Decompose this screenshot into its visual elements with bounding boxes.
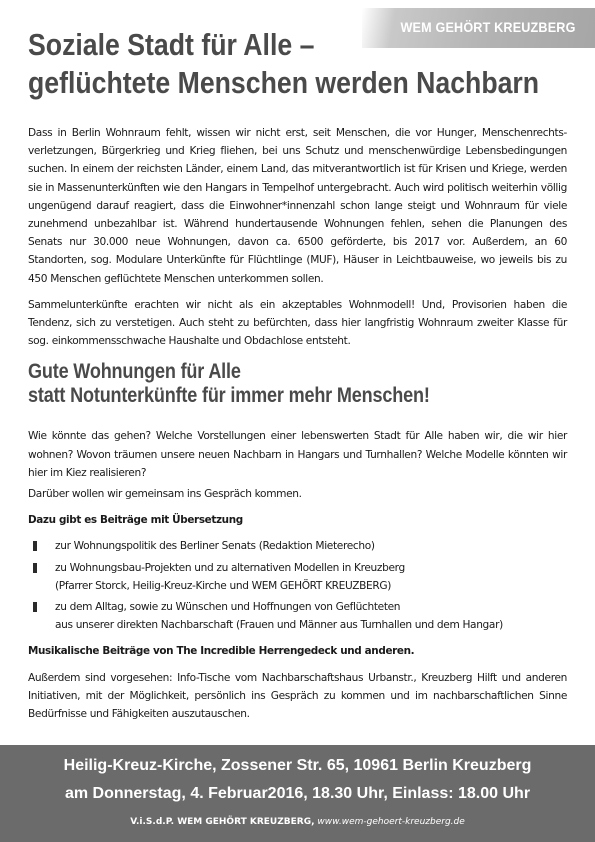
contribution-detail: (Pfarrer Storck, Heilig-Kreuz-Kirche und WEM GEHÖRT KREUZBERG) <box>55 579 392 592</box>
shelter-paragraph: Sammelunterkünfte erachten wir nicht als ein akzeptables Wohnmodell! Und, Provisorien haben die Tendenz, sich zu verstetigen. Auch steht zu befürchten, dass hier langfristig Wohnraum zweiter Klasse für sog. einkommensschwache Haushalte und Obdachlose entsteht. <box>28 298 567 348</box>
questions-paragraph: Wie könnte das gehen? Welche Vorstellungen einer lebenswerten Stadt für Alle haben wir, die wir hier wohnen? Wovon träumen unsere neuen Nachbarn in Hangars und Turnhallen? Welche Modelle könnten wir hier im Kiez realisieren? <box>28 430 567 479</box>
invitation-line: Darüber wollen wir gemeinsam ins Gespräch kommen. <box>28 488 302 501</box>
subheadline <box>28 360 570 408</box>
headline-line-2: geflüchtete Menschen werden Nachbarn <box>28 65 540 100</box>
event-footer <box>0 745 595 842</box>
contribution-line: zu dem Alltag, sowie zu Wünschen und Hoffnungen von Geflüchteten <box>55 601 401 614</box>
subheadline-line-2: statt Notunterkünfte für immer mehr Menschen! <box>28 384 430 408</box>
bullet-marker <box>33 541 37 551</box>
bullet-marker <box>33 602 37 612</box>
main-content <box>28 124 567 731</box>
contributions-heading: Dazu gibt es Beiträge mit Übersetzung <box>28 514 243 527</box>
venue-line: Heilig-Kreuz-Kirche, Zossener Str. 65, 10961 Berlin Kreuzberg <box>63 757 532 774</box>
also-planned-paragraph: Außerdem sind vorgesehen: Info-Tische vom Nachbarschaftshaus Urbanstr., Kreuzberg Hilft und anderen Initiativen, mit der Möglichkeit, persönlich ins Gespräch zu kommen und im nachbarschaftlichen Sinne Bedürfnisse und Fähigkeiten auszutauschen. <box>28 671 567 721</box>
intro-paragraph: Dass in Berlin Wohnraum fehlt, wissen wir nicht erst, seit Menschen, die vor Hunger, Menschenrechts-verletzungen, Bürgerkrieg und Krieg fliehen, bei uns Schutz und menschenwürdige Lebensbedingungen suchen. In einem der reichsten Länder, einem Land, das mitverantwortlich ist für Krisen und Kriege, werden sie in Massenunterkünften wie den Hangars in Tempelhof untergebracht. Auch wird politisch weiterhin völlig ungenügend darauf reagiert, dass die Einwohner*innenzahl schon lange steigt und Wohnraum für viele zunehmend unbezahlbar ist. Während hundertausende Wohnungen fehlen, sehen die Planungen des Senats nur 30.000 neue Wohnungen, davon ca. 6500 geförderte, bis 2017 vor. Außerdem, an 60 Standorten, sog. Modulare Unterkünfte für Flüchtlinge (MUF), Häuser in Leichtbauweise, wo jeweils bis zu 450 Menschen geflüchtete Menschen unterkommen sollen. <box>28 127 567 285</box>
contribution-line: zur Wohnungspolitik des Berliner Senats (Redaktion Mieterecho) <box>55 540 375 553</box>
headline <box>28 26 540 102</box>
contribution-item <box>28 598 567 634</box>
website-link[interactable]: www.wem-gehoert-kreuzberg.de <box>317 817 465 827</box>
headline-line-1: Soziale Stadt für Alle – <box>28 27 315 62</box>
brand-label: WEM GEHÖRT KREUZBERG <box>400 19 576 35</box>
imprint-line <box>0 816 595 828</box>
contributions-list <box>28 537 567 634</box>
date-line: am Donnerstag, 4. Februar2016, 18.30 Uhr, Einlass: 18.00 Uhr <box>64 785 531 802</box>
bullet-marker <box>33 563 37 573</box>
music-line: Musikalische Beiträge von The Incredible Herrengedeck und anderen. <box>28 645 415 658</box>
subheadline-line-1: Gute Wohnungen für Alle <box>28 360 241 384</box>
contribution-item <box>28 537 567 555</box>
contribution-item <box>28 559 567 595</box>
contribution-detail: aus unserer direkten Nachbarschaft (Frauen und Männer aus Turnhallen und dem Hangar) <box>55 619 503 632</box>
imprint-label: V.i.S.d.P. WEM GEHÖRT KREUZBERG, <box>130 817 315 827</box>
contribution-line: zu Wohnungsbau-Projekten und zu alternativen Modellen in Kreuzberg <box>55 561 405 574</box>
